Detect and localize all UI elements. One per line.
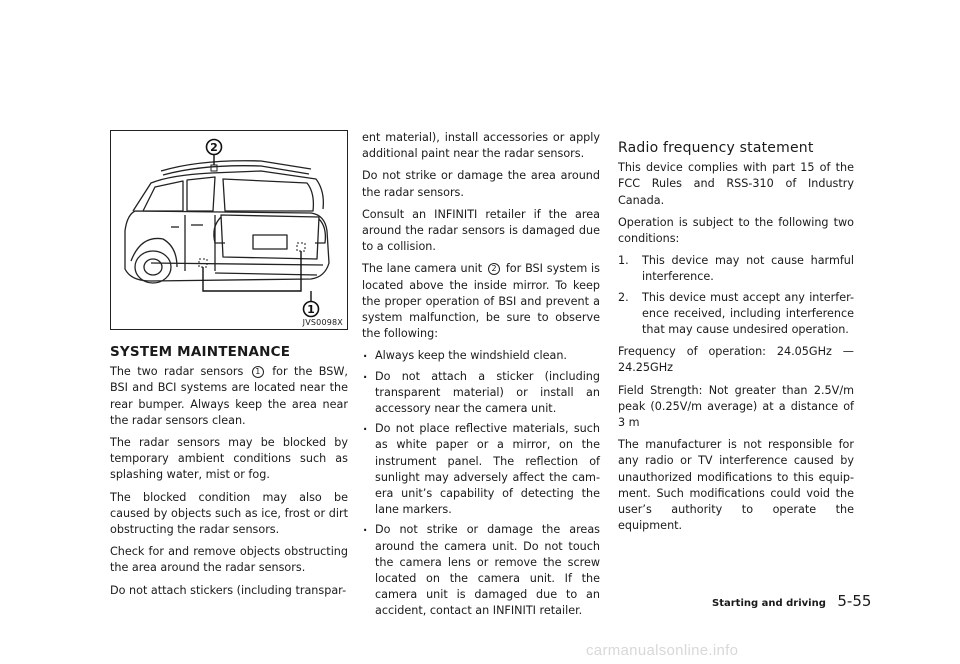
bullet-list (362, 348, 600, 619)
marker-1-icon: 1 (252, 366, 264, 378)
paragraph: Operation is subject to the following two conditions: (618, 215, 854, 246)
paragraph-text: The lane camera unit (362, 262, 483, 276)
list-number: 1. (618, 254, 629, 268)
marker-2-icon: 2 (488, 263, 500, 275)
paragraph: The manufacturer is not responsible for any radio or TV interference caused by unauthorized modifications to this equip- ment. Such modifications could void the user’s authority to operate the equipment. (618, 438, 854, 533)
callout-2-icon (207, 140, 222, 155)
list-item: . Do not strike or damage the areas around the camera unit. Do not touch the camera lens or remove the screw located on the camera unit. If the camera unit is damaged due to an accident, contact an INFINITI retailer. (362, 522, 600, 619)
svg-text:1: 1 (307, 303, 315, 316)
list-item: . Do not attach a sticker (including transparent material) or install an accessory near the camera unit. (362, 369, 600, 418)
column-middle (362, 130, 600, 626)
paragraph: Frequency of operation: 24.05GHz — 24.25GHz (618, 345, 854, 375)
paragraph: This device complies with part 15 of the FCC Rules and RSS-310 of Industry Canada. (618, 161, 854, 207)
numbered-list (618, 253, 854, 338)
paragraph: The blocked condition may also be caused by objects such as ice, frost or dirt obstructing the radar sensors. (110, 490, 348, 537)
svg-text:2: 2 (210, 141, 218, 154)
callout-1-icon (304, 302, 319, 317)
list-item (618, 290, 854, 339)
list-item-text: This device may not cause harmful interference. (642, 254, 854, 284)
paragraph (362, 261, 600, 342)
suv-rear-illustration (111, 131, 347, 329)
vehicle-figure (110, 130, 348, 330)
column-left (110, 344, 348, 605)
page-number: 5-55 (837, 592, 872, 610)
paragraph: Field Strength: Not greater than 2.5V/m peak (0.25V/m average) at a distance of 3 m (618, 383, 854, 430)
figure-code: JVS0098X (302, 318, 343, 327)
page-footer (712, 592, 871, 610)
column-right (618, 140, 854, 540)
paragraph (110, 364, 348, 429)
list-number: 2. (618, 290, 629, 304)
list-item-text: This device must accept any interfer- ence received, including interference that may cause undesired operation. (642, 290, 854, 337)
section-heading-radio: Radio frequency statement (618, 140, 814, 156)
paragraph: Do not attach stickers (including transpar- (110, 583, 347, 597)
paragraph-text: The two radar sensors (110, 365, 244, 379)
section-heading-maintenance: SYSTEM MAINTENANCE (110, 344, 291, 360)
paragraph: Consult an INFINITI retailer if the area around the radar sensors is damaged due to a collision. (362, 207, 600, 254)
paragraph: The radar sensors may be blocked by temporary ambient conditions such as splashing water, mist or fog. (110, 436, 348, 482)
paragraph-text: for BSI system is located above the inside mirror. To keep the proper operation of BSI and prevent a system malfunction, be sure to observe the following: (362, 262, 600, 341)
footer-section-title: Starting and driving (712, 598, 826, 609)
paragraph: ent material), install accessories or apply additional paint near the radar sensors. (362, 131, 600, 161)
paragraph-text: for the BSW, BSI and BCI systems are located near the rear bumper. Always keep the area near the radar sensors clean. (110, 365, 348, 427)
paragraph: Do not strike or damage the area around the radar sensors. (362, 169, 600, 199)
list-item (618, 253, 854, 285)
paragraph: Check for and remove objects obstructing the area around the radar sensors. (110, 545, 348, 575)
list-item: . Always keep the windshield clean. (362, 348, 600, 364)
watermark: carmanualsonline.info (586, 642, 739, 659)
list-item: . Do not place reflective materials, such as white paper or a mirror, on the instrument panel. The reflection of sunlight may adversely affect the cam- era unit’s capability of detecting the lane markers. (362, 421, 600, 518)
